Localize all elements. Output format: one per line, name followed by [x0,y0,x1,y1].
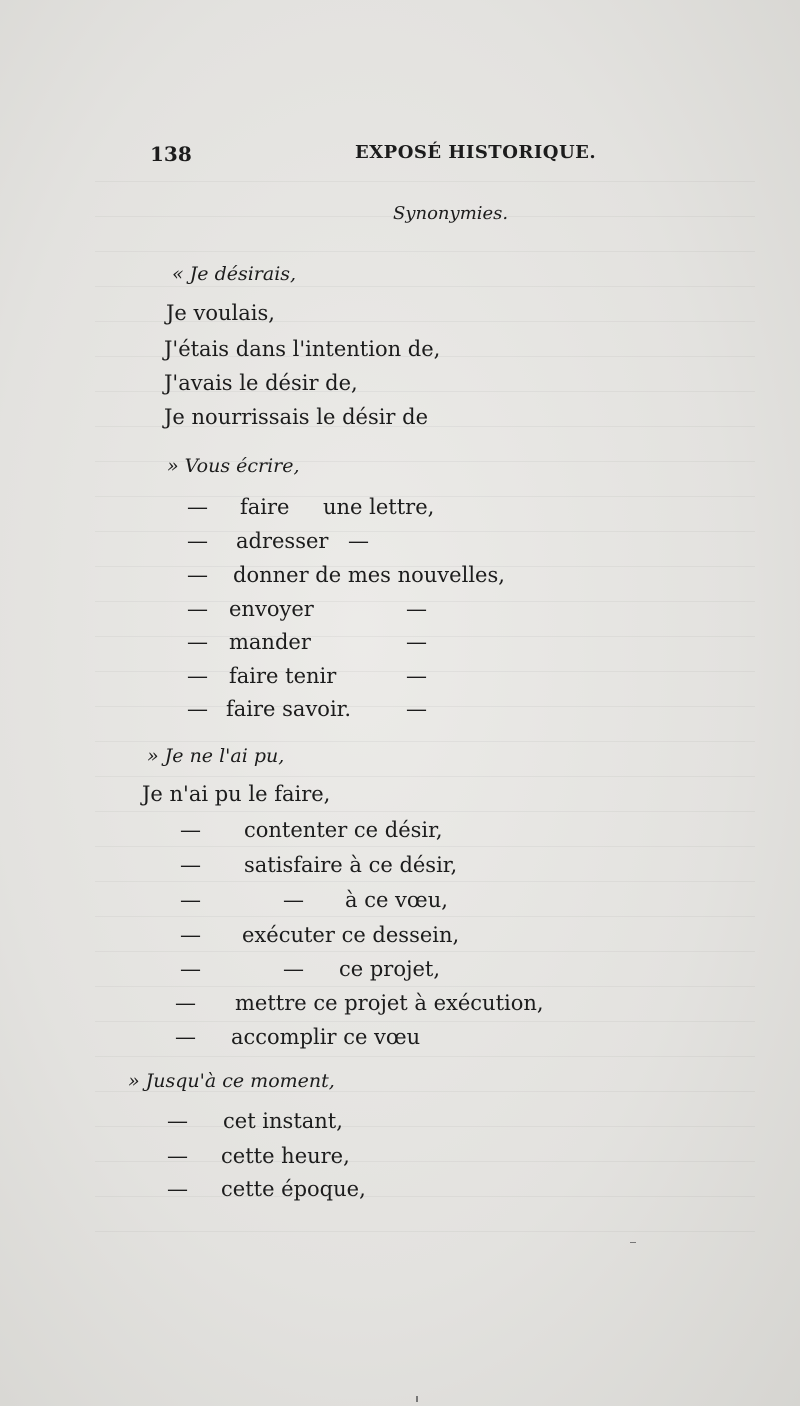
page-speck [630,1242,636,1243]
line-vous-ecrire: » Vous écrire, [167,455,300,477]
dash-mark: — [187,697,208,721]
dash-mark: — [167,1109,188,1133]
line-adresser: adresser [236,529,329,553]
line-javais: J'avais le désir de, [164,371,358,395]
dash-mark: — [180,853,201,877]
line-faire-tenir: faire tenir [229,664,337,688]
dash-mark: — [180,923,201,947]
line-mettre: mettre ce projet à exécution, [235,991,544,1015]
section-title: Synonymies. [393,203,509,224]
line-cette-epoque: cette époque, [221,1177,366,1201]
dash-mark: — [187,664,208,688]
line-a-ce-voeu: à ce vœu, [345,888,448,912]
dash-mark: — [180,888,201,912]
line-contenter: contenter ce désir, [244,818,443,842]
line-cet-instant: cet instant, [223,1109,343,1133]
line-je-nourrissais: Je nourrissais le désir de [164,405,429,429]
dash-mark: — [180,957,201,981]
dash-mark: — [175,991,196,1015]
line-je-voulais: Je voulais, [166,301,275,325]
dash-mark: — [406,664,427,688]
dash-mark: — [187,597,208,621]
dash-mark: — [348,529,369,553]
dash-mark: — [175,1025,196,1049]
line-faire-savoir: faire savoir. [226,697,352,721]
running-title: EXPOSÉ HISTORIQUE. [355,142,597,163]
dash-mark: — [187,529,208,553]
dash-mark: — [406,697,427,721]
dash-mark: — [187,630,208,654]
line-je-ne-lai-pu: » Je ne l'ai pu, [147,745,285,767]
dash-mark: — [283,888,304,912]
line-je-nai-pu: Je n'ai pu le faire, [142,782,331,806]
dash-mark: — [167,1144,188,1168]
line-envoyer: envoyer [229,597,314,621]
dash-mark: — [187,495,208,519]
line-jusqua: » Jusqu'à ce moment, [128,1070,335,1092]
line-accomplir: accomplir ce vœu [231,1025,421,1049]
dash-mark: — [180,818,201,842]
page-number: 138 [150,142,192,166]
line-jetais: J'étais dans l'intention de, [164,337,441,361]
line-donner: donner de mes nouvelles, [233,563,505,587]
line-une-lettre: une lettre, [323,495,435,519]
line-mander: mander [229,630,311,654]
line-executer: exécuter ce dessein, [242,923,460,947]
line-faire: faire [240,495,290,519]
line-satisfaire: satisfaire à ce désir, [244,853,458,877]
dash-mark: — [187,563,208,587]
line-je-desirais: « Je désirais, [172,263,297,285]
line-ce-projet: ce projet, [339,957,441,981]
line-cette-heure: cette heure, [221,1144,350,1168]
dash-mark: — [167,1177,188,1201]
dash-mark: — [406,597,427,621]
dash-mark: — [406,630,427,654]
dash-mark: — [283,957,304,981]
page-speck [416,1396,418,1402]
